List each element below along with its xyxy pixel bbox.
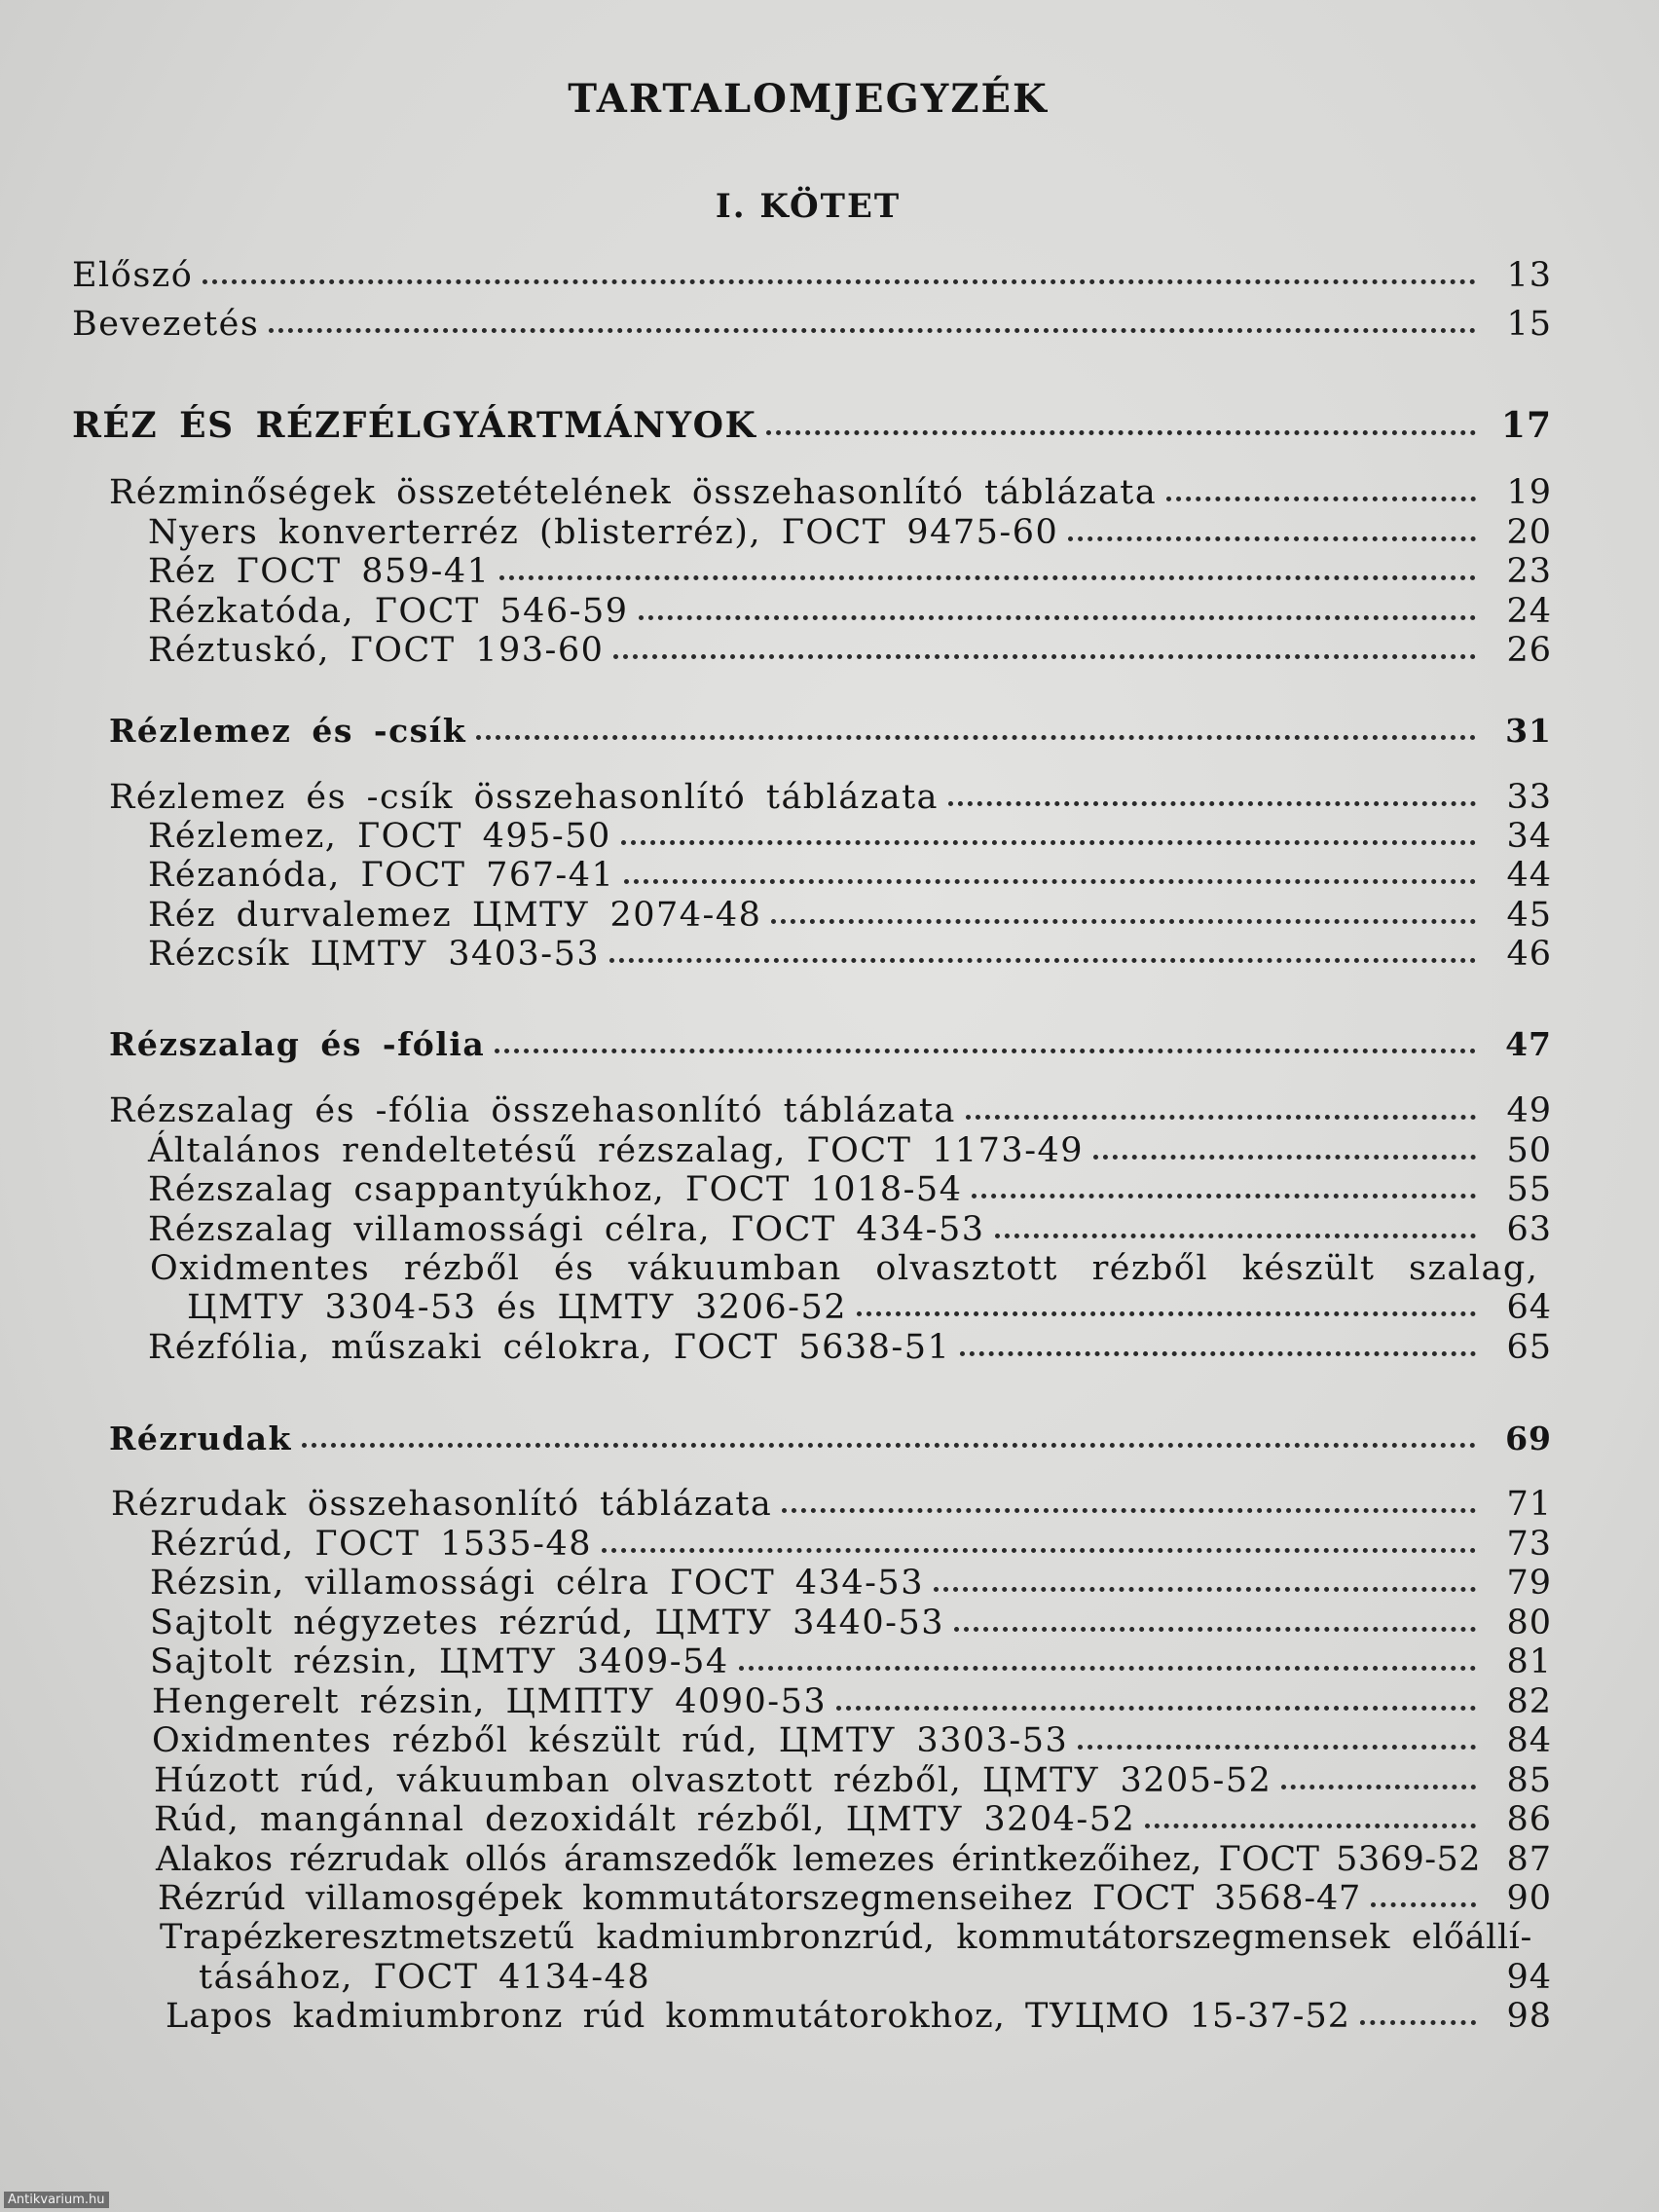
toc-entry: Rézfólia, műszaki célokra, ГОСТ 5638-51 65: [148, 1328, 1552, 1367]
toc-entry: Sajtolt rézsin, ЦМТУ 3409-54 81: [150, 1642, 1552, 1681]
toc-entry-line: Trapézkeresztmetszetű kadmiumbronzrúd, kommutátorszegmensek előállí-: [160, 1918, 1532, 1957]
toc-entry: Rézrúd villamosgépek kommutátorszegmenseihez ГОСТ 3568-47 90: [158, 1879, 1552, 1918]
toc-entry: Rézcsík ЦМТУ 3403-53 46: [148, 935, 1552, 974]
toc-entry: Rézanóda, ГОСТ 767-41 44: [148, 856, 1552, 895]
toc-entry: Rézszalag és -fólia összehasonlító táblázata 49: [109, 1091, 1552, 1130]
toc-entry: Oxidmentes rézből készült rúd, ЦМТУ 3303-53 84: [152, 1721, 1552, 1760]
toc-entry: ЦМТУ 3304-53 és ЦМТУ 3206-52 64: [187, 1288, 1552, 1327]
toc-section: Rézrudak 69: [109, 1419, 1552, 1457]
toc-entry: Előszó 13: [72, 256, 1552, 295]
toc-entry: Nyers konverterréz (blisterréz), ГОСТ 9475-60 20: [148, 513, 1552, 552]
toc-entry: tásához, ГОСТ 4134-48 94: [199, 1958, 1552, 1997]
toc-entry: Rézrudak összehasonlító táblázata 71: [111, 1485, 1552, 1524]
toc-entry: Általános rendeltetésű rézszalag, ГОСТ 1173-49 50: [148, 1131, 1552, 1170]
toc-entry: Lapos kadmiumbronz rúd kommutátorokhoz, ТУЦМО 15-37-52 98: [166, 1997, 1552, 2036]
toc-entry: Réztuskó, ГОСТ 193-60 26: [148, 631, 1552, 670]
toc-entry: Rézrúd, ГОСТ 1535-48 73: [150, 1525, 1552, 1564]
toc-entry: Rézlemez és -csík összehasonlító táblázata 33: [109, 778, 1552, 817]
toc-entry: Rézlemez, ГОСТ 495-50 34: [148, 817, 1552, 856]
toc-entry: Hengerelt rézsin, ЦМПТУ 4090-53 82: [152, 1682, 1552, 1721]
toc-entry: Rúd, mangánnal dezoxidált rézből, ЦМТУ 3204-52 86: [154, 1800, 1552, 1839]
toc-entry: Rézkatóda, ГОСТ 546-59 24: [148, 592, 1552, 631]
toc-heading: TARTALOMJEGYZÉK: [568, 76, 1049, 122]
toc-chapter: RÉZ ÉS RÉZFÉLGYÁRTMÁNYOK 17: [72, 405, 1552, 446]
toc-entry-line: Oxidmentes rézből és vákuumban olvasztott rézből készült szalag,: [150, 1249, 1539, 1288]
toc-entry: Húzott rúd, vákuumban olvasztott rézből, ЦМТУ 3205-52 85: [154, 1761, 1552, 1800]
toc-entry: Rézszalag csappantyúkhoz, ГОСТ 1018-54 55: [148, 1170, 1552, 1209]
toc-entry: Réz ГОСТ 859-41 23: [148, 552, 1552, 591]
toc-section: Rézlemez és -csík 31: [109, 712, 1552, 750]
toc-entry: Rézszalag villamossági célra, ГОСТ 434-53 63: [148, 1210, 1552, 1249]
toc-entry: Rézminőségek összetételének összehasonlító táblázata 19: [109, 473, 1552, 512]
watermark: Antikvarium.hu: [4, 2192, 109, 2208]
volume-heading: I. KÖTET: [715, 187, 902, 226]
toc-entry: Rézsin, villamossági célra ГОСТ 434-53 79: [150, 1564, 1552, 1603]
toc-section: Rézszalag és -fólia 47: [109, 1025, 1552, 1063]
toc-entry: Alakos rézrudak ollós áramszedők lemezes érintkezőihez, ГОСТ 5369-52 87: [156, 1840, 1552, 1879]
toc-entry: Réz durvalemez ЦМТУ 2074-48 45: [148, 896, 1552, 935]
toc-entry: Bevezetés 15: [72, 305, 1552, 344]
toc-entry: Sajtolt négyzetes rézrúd, ЦМТУ 3440-53 80: [150, 1604, 1552, 1642]
